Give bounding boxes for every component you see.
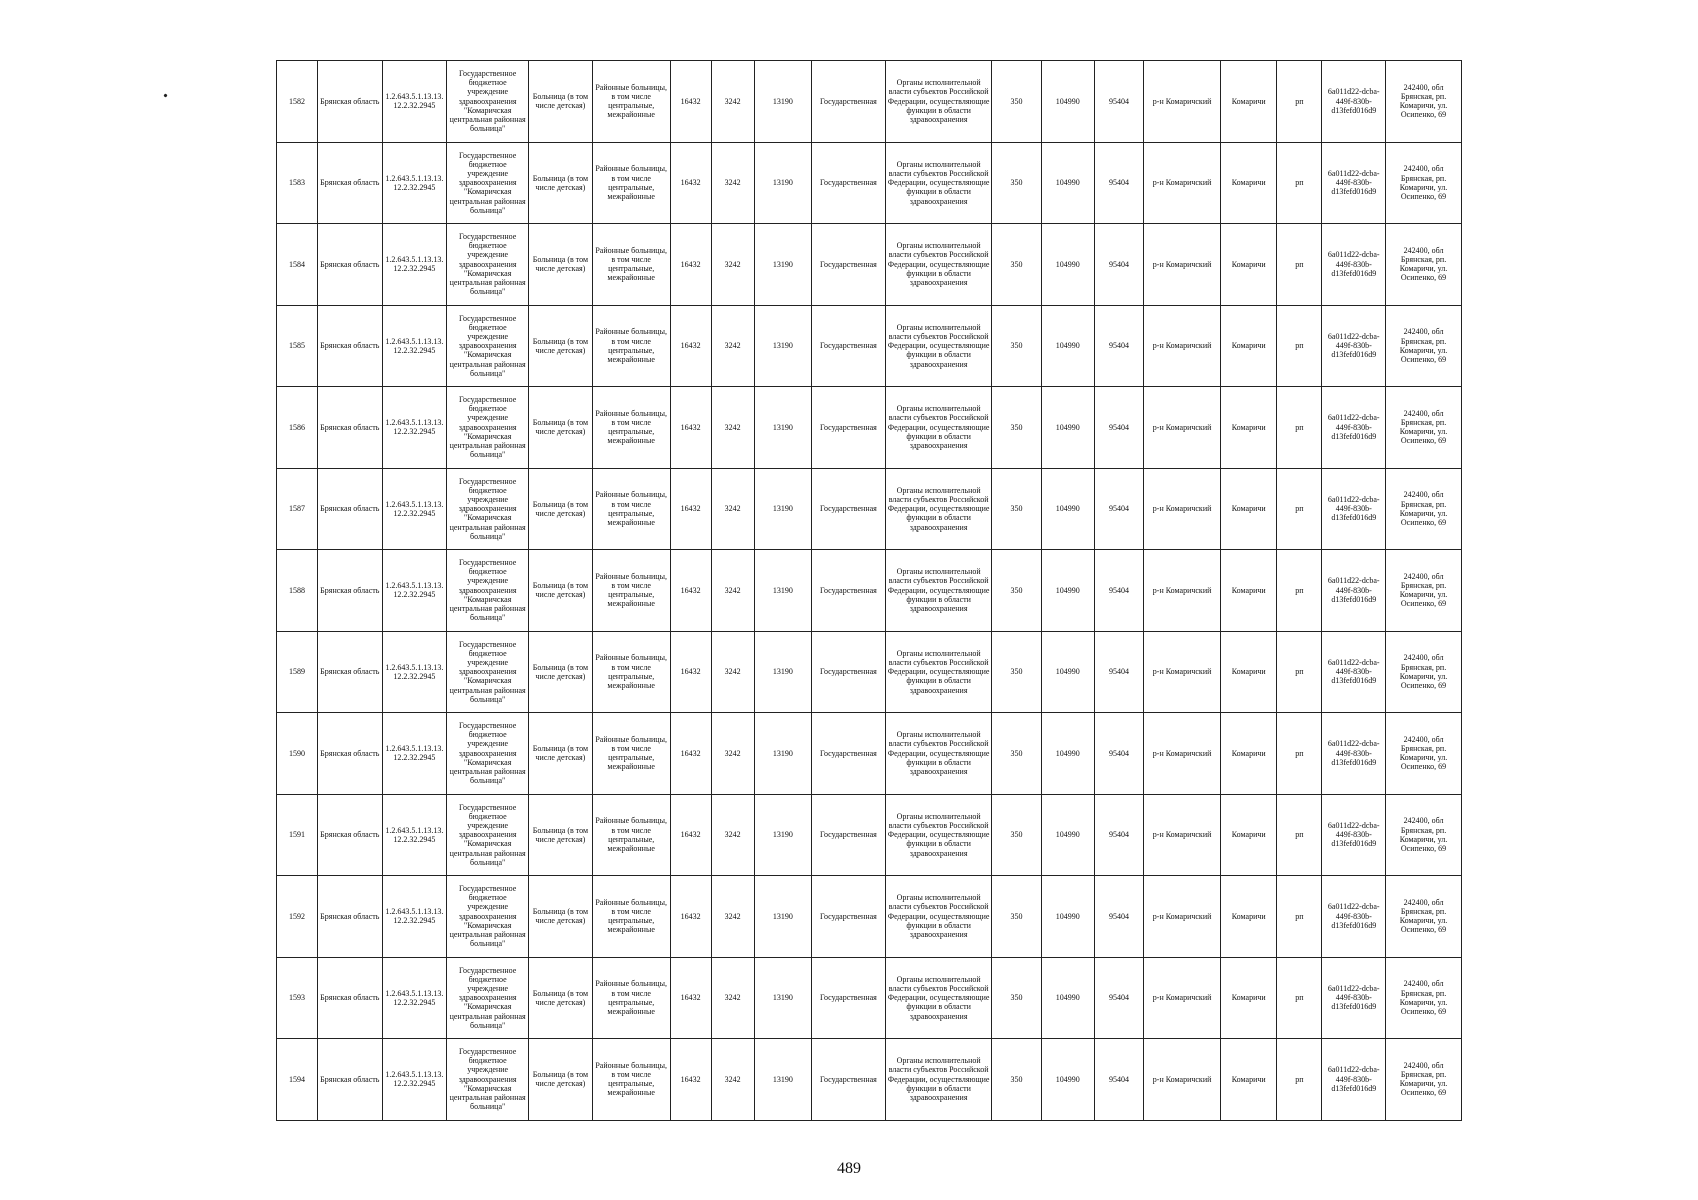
value-3-cell: 13190 [754, 468, 811, 550]
district-cell: р-н Комаричский [1144, 305, 1221, 387]
district-cell: р-н Комаричский [1144, 387, 1221, 469]
row-number-cell: 1590 [277, 713, 318, 795]
region-cell: Брянская область [318, 713, 383, 795]
organization-name-cell: Государственное бюджетное учреждение здравоохранения "Комаричская центральная районная больница" [447, 550, 529, 632]
value-6-cell: 95404 [1094, 142, 1143, 224]
ownership-cell: Государственная [812, 1039, 886, 1121]
locality-cell: Комаричи [1221, 468, 1277, 550]
locality-type-cell: рп [1277, 1039, 1322, 1121]
value-6-cell: 95404 [1094, 794, 1143, 876]
ownership-cell: Государственная [812, 876, 886, 958]
district-cell: р-н Комаричский [1144, 631, 1221, 713]
organization-name-cell: Государственное бюджетное учреждение здравоохранения "Комаричская центральная районная больница" [447, 631, 529, 713]
address-cell: 242400, обл Брянская, рп. Комаричи, ул. Осипенко, 69 [1386, 468, 1462, 550]
value-4-cell: 350 [992, 876, 1041, 958]
organization-name-cell: Государственное бюджетное учреждение здравоохранения "Комаричская центральная районная больница" [447, 61, 529, 143]
locality-cell: Комаричи [1221, 1039, 1277, 1121]
address-cell: 242400, обл Брянская, рп. Комаричи, ул. Осипенко, 69 [1386, 61, 1462, 143]
authority-cell: Органы исполнительной власти субъектов Российской Федерации, осуществляющие функции в области здравоохранения [885, 876, 992, 958]
district-cell: р-н Комаричский [1144, 713, 1221, 795]
value-2-cell: 3242 [711, 794, 754, 876]
value-5-cell: 104990 [1041, 550, 1094, 632]
value-2-cell: 3242 [711, 550, 754, 632]
value-6-cell: 95404 [1094, 957, 1143, 1039]
facility-kind-cell: Районные больницы, в том числе центральные, межрайонные [592, 61, 670, 143]
facility-kind-cell: Районные больницы, в том числе центральные, межрайонные [592, 468, 670, 550]
region-cell: Брянская область [318, 794, 383, 876]
region-cell: Брянская область [318, 387, 383, 469]
value-3-cell: 13190 [754, 387, 811, 469]
table-row [277, 224, 1462, 306]
value-5-cell: 104990 [1041, 794, 1094, 876]
org-code-cell: 1.2.643.5.1.13.13.12.2.32.2945 [382, 387, 447, 469]
value-6-cell: 95404 [1094, 61, 1143, 143]
district-cell: р-н Комаричский [1144, 142, 1221, 224]
table-row [277, 1039, 1462, 1121]
guid-cell: 6a011d22-dcba-449f-830b-d13fefd016d9 [1322, 387, 1386, 469]
value-4-cell: 350 [992, 713, 1041, 795]
table-row [277, 61, 1462, 143]
value-6-cell: 95404 [1094, 876, 1143, 958]
guid-cell: 6a011d22-dcba-449f-830b-d13fefd016d9 [1322, 142, 1386, 224]
guid-cell: 6a011d22-dcba-449f-830b-d13fefd016d9 [1322, 305, 1386, 387]
locality-cell: Комаричи [1221, 142, 1277, 224]
facility-type-cell: Больница (в том числе детская) [529, 142, 593, 224]
authority-cell: Органы исполнительной власти субъектов Российской Федерации, осуществляющие функции в области здравоохранения [885, 387, 992, 469]
district-cell: р-н Комаричский [1144, 224, 1221, 306]
facility-type-cell: Больница (в том числе детская) [529, 468, 593, 550]
value-6-cell: 95404 [1094, 468, 1143, 550]
org-code-cell: 1.2.643.5.1.13.13.12.2.32.2945 [382, 713, 447, 795]
value-1-cell: 16432 [670, 61, 711, 143]
value-3-cell: 13190 [754, 713, 811, 795]
value-6-cell: 95404 [1094, 550, 1143, 632]
region-cell: Брянская область [318, 61, 383, 143]
value-2-cell: 3242 [711, 61, 754, 143]
facility-type-cell: Больница (в том числе детская) [529, 550, 593, 632]
district-cell: р-н Комаричский [1144, 876, 1221, 958]
address-cell: 242400, обл Брянская, рп. Комаричи, ул. Осипенко, 69 [1386, 550, 1462, 632]
facility-type-cell: Больница (в том числе детская) [529, 957, 593, 1039]
facility-type-cell: Больница (в том числе детская) [529, 1039, 593, 1121]
district-cell: р-н Комаричский [1144, 468, 1221, 550]
value-5-cell: 104990 [1041, 876, 1094, 958]
scan-speck [163, 93, 167, 97]
organization-name-cell: Государственное бюджетное учреждение здравоохранения "Комаричская центральная районная больница" [447, 713, 529, 795]
value-3-cell: 13190 [754, 550, 811, 632]
authority-cell: Органы исполнительной власти субъектов Российской Федерации, осуществляющие функции в области здравоохранения [885, 468, 992, 550]
value-3-cell: 13190 [754, 876, 811, 958]
authority-cell: Органы исполнительной власти субъектов Российской Федерации, осуществляющие функции в области здравоохранения [885, 957, 992, 1039]
authority-cell: Органы исполнительной власти субъектов Российской Федерации, осуществляющие функции в области здравоохранения [885, 142, 992, 224]
value-3-cell: 13190 [754, 957, 811, 1039]
region-cell: Брянская область [318, 631, 383, 713]
facility-kind-cell: Районные больницы, в том числе центральные, межрайонные [592, 631, 670, 713]
authority-cell: Органы исполнительной власти субъектов Российской Федерации, осуществляющие функции в области здравоохранения [885, 631, 992, 713]
ownership-cell: Государственная [812, 468, 886, 550]
value-1-cell: 16432 [670, 468, 711, 550]
value-3-cell: 13190 [754, 224, 811, 306]
locality-type-cell: рп [1277, 957, 1322, 1039]
locality-type-cell: рп [1277, 305, 1322, 387]
value-4-cell: 350 [992, 61, 1041, 143]
table-row [277, 468, 1462, 550]
facility-kind-cell: Районные больницы, в том числе центральные, межрайонные [592, 713, 670, 795]
value-2-cell: 3242 [711, 142, 754, 224]
ownership-cell: Государственная [812, 387, 886, 469]
value-5-cell: 104990 [1041, 61, 1094, 143]
guid-cell: 6a011d22-dcba-449f-830b-d13fefd016d9 [1322, 957, 1386, 1039]
value-4-cell: 350 [992, 794, 1041, 876]
address-cell: 242400, обл Брянская, рп. Комаричи, ул. Осипенко, 69 [1386, 794, 1462, 876]
organization-name-cell: Государственное бюджетное учреждение здравоохранения "Комаричская центральная районная больница" [447, 305, 529, 387]
facility-kind-cell: Районные больницы, в том числе центральные, межрайонные [592, 957, 670, 1039]
org-code-cell: 1.2.643.5.1.13.13.12.2.32.2945 [382, 631, 447, 713]
authority-cell: Органы исполнительной власти субъектов Российской Федерации, осуществляющие функции в области здравоохранения [885, 1039, 992, 1121]
facility-type-cell: Больница (в том числе детская) [529, 387, 593, 469]
ownership-cell: Государственная [812, 305, 886, 387]
org-code-cell: 1.2.643.5.1.13.13.12.2.32.2945 [382, 305, 447, 387]
table-row [277, 713, 1462, 795]
value-3-cell: 13190 [754, 1039, 811, 1121]
address-cell: 242400, обл Брянская, рп. Комаричи, ул. Осипенко, 69 [1386, 876, 1462, 958]
guid-cell: 6a011d22-dcba-449f-830b-d13fefd016d9 [1322, 224, 1386, 306]
authority-cell: Органы исполнительной власти субъектов Российской Федерации, осуществляющие функции в области здравоохранения [885, 61, 992, 143]
organization-name-cell: Государственное бюджетное учреждение здравоохранения "Комаричская центральная районная больница" [447, 876, 529, 958]
locality-cell: Комаричи [1221, 550, 1277, 632]
value-4-cell: 350 [992, 631, 1041, 713]
organization-name-cell: Государственное бюджетное учреждение здравоохранения "Комаричская центральная районная больница" [447, 957, 529, 1039]
address-cell: 242400, обл Брянская, рп. Комаричи, ул. Осипенко, 69 [1386, 631, 1462, 713]
district-cell: р-н Комаричский [1144, 794, 1221, 876]
row-number-cell: 1588 [277, 550, 318, 632]
value-6-cell: 95404 [1094, 1039, 1143, 1121]
value-1-cell: 16432 [670, 876, 711, 958]
ownership-cell: Государственная [812, 550, 886, 632]
value-5-cell: 104990 [1041, 957, 1094, 1039]
value-4-cell: 350 [992, 305, 1041, 387]
row-number-cell: 1594 [277, 1039, 318, 1121]
locality-cell: Комаричи [1221, 794, 1277, 876]
organization-name-cell: Государственное бюджетное учреждение здравоохранения "Комаричская центральная районная больница" [447, 468, 529, 550]
value-6-cell: 95404 [1094, 631, 1143, 713]
organization-name-cell: Государственное бюджетное учреждение здравоохранения "Комаричская центральная районная больница" [447, 224, 529, 306]
value-1-cell: 16432 [670, 957, 711, 1039]
value-3-cell: 13190 [754, 61, 811, 143]
locality-cell: Комаричи [1221, 957, 1277, 1039]
guid-cell: 6a011d22-dcba-449f-830b-d13fefd016d9 [1322, 713, 1386, 795]
value-2-cell: 3242 [711, 631, 754, 713]
address-cell: 242400, обл Брянская, рп. Комаричи, ул. Осипенко, 69 [1386, 142, 1462, 224]
value-4-cell: 350 [992, 957, 1041, 1039]
ownership-cell: Государственная [812, 61, 886, 143]
region-cell: Брянская область [318, 1039, 383, 1121]
facility-type-cell: Больница (в том числе детская) [529, 631, 593, 713]
facility-type-cell: Больница (в том числе детская) [529, 224, 593, 306]
district-cell: р-н Комаричский [1144, 1039, 1221, 1121]
value-5-cell: 104990 [1041, 1039, 1094, 1121]
value-4-cell: 350 [992, 224, 1041, 306]
value-5-cell: 104990 [1041, 142, 1094, 224]
table-row [277, 550, 1462, 632]
org-code-cell: 1.2.643.5.1.13.13.12.2.32.2945 [382, 794, 447, 876]
facility-kind-cell: Районные больницы, в том числе центральные, межрайонные [592, 142, 670, 224]
value-3-cell: 13190 [754, 305, 811, 387]
table-row [277, 631, 1462, 713]
table-row [277, 794, 1462, 876]
value-5-cell: 104990 [1041, 468, 1094, 550]
address-cell: 242400, обл Брянская, рп. Комаричи, ул. Осипенко, 69 [1386, 957, 1462, 1039]
value-2-cell: 3242 [711, 468, 754, 550]
locality-cell: Комаричи [1221, 631, 1277, 713]
locality-type-cell: рп [1277, 550, 1322, 632]
table-row [277, 305, 1462, 387]
table-row [277, 142, 1462, 224]
value-1-cell: 16432 [670, 387, 711, 469]
value-3-cell: 13190 [754, 142, 811, 224]
guid-cell: 6a011d22-dcba-449f-830b-d13fefd016d9 [1322, 468, 1386, 550]
value-5-cell: 104990 [1041, 387, 1094, 469]
facility-kind-cell: Районные больницы, в том числе центральные, межрайонные [592, 387, 670, 469]
authority-cell: Органы исполнительной власти субъектов Российской Федерации, осуществляющие функции в области здравоохранения [885, 794, 992, 876]
value-1-cell: 16432 [670, 713, 711, 795]
value-1-cell: 16432 [670, 1039, 711, 1121]
row-number-cell: 1587 [277, 468, 318, 550]
locality-cell: Комаричи [1221, 305, 1277, 387]
table-row [277, 387, 1462, 469]
value-5-cell: 104990 [1041, 631, 1094, 713]
facility-kind-cell: Районные больницы, в том числе центральные, межрайонные [592, 305, 670, 387]
value-6-cell: 95404 [1094, 387, 1143, 469]
locality-cell: Комаричи [1221, 713, 1277, 795]
locality-type-cell: рп [1277, 876, 1322, 958]
value-1-cell: 16432 [670, 631, 711, 713]
value-1-cell: 16432 [670, 794, 711, 876]
value-3-cell: 13190 [754, 631, 811, 713]
value-2-cell: 3242 [711, 387, 754, 469]
row-number-cell: 1589 [277, 631, 318, 713]
row-number-cell: 1593 [277, 957, 318, 1039]
page-number: 489 [837, 1160, 861, 1177]
region-cell: Брянская область [318, 957, 383, 1039]
row-number-cell: 1585 [277, 305, 318, 387]
value-6-cell: 95404 [1094, 305, 1143, 387]
locality-type-cell: рп [1277, 61, 1322, 143]
guid-cell: 6a011d22-dcba-449f-830b-d13fefd016d9 [1322, 61, 1386, 143]
locality-type-cell: рп [1277, 713, 1322, 795]
address-cell: 242400, обл Брянская, рп. Комаричи, ул. Осипенко, 69 [1386, 224, 1462, 306]
value-1-cell: 16432 [670, 142, 711, 224]
table-row [277, 957, 1462, 1039]
row-number-cell: 1583 [277, 142, 318, 224]
facility-kind-cell: Районные больницы, в том числе центральные, межрайонные [592, 550, 670, 632]
facility-kind-cell: Районные больницы, в том числе центральные, межрайонные [592, 224, 670, 306]
ownership-cell: Государственная [812, 794, 886, 876]
value-5-cell: 104990 [1041, 713, 1094, 795]
value-2-cell: 3242 [711, 1039, 754, 1121]
ownership-cell: Государственная [812, 631, 886, 713]
table-row [277, 876, 1462, 958]
facility-type-cell: Больница (в том числе детская) [529, 876, 593, 958]
locality-cell: Комаричи [1221, 387, 1277, 469]
value-4-cell: 350 [992, 387, 1041, 469]
address-cell: 242400, обл Брянская, рп. Комаричи, ул. Осипенко, 69 [1386, 387, 1462, 469]
locality-type-cell: рп [1277, 387, 1322, 469]
locality-type-cell: рп [1277, 468, 1322, 550]
authority-cell: Органы исполнительной власти субъектов Российской Федерации, осуществляющие функции в области здравоохранения [885, 305, 992, 387]
guid-cell: 6a011d22-dcba-449f-830b-d13fefd016d9 [1322, 1039, 1386, 1121]
value-5-cell: 104990 [1041, 305, 1094, 387]
locality-type-cell: рп [1277, 794, 1322, 876]
value-6-cell: 95404 [1094, 713, 1143, 795]
value-4-cell: 350 [992, 142, 1041, 224]
region-cell: Брянская область [318, 550, 383, 632]
facility-kind-cell: Районные больницы, в том числе центральные, межрайонные [592, 794, 670, 876]
value-1-cell: 16432 [670, 550, 711, 632]
region-cell: Брянская область [318, 142, 383, 224]
value-1-cell: 16432 [670, 305, 711, 387]
authority-cell: Органы исполнительной власти субъектов Российской Федерации, осуществляющие функции в области здравоохранения [885, 550, 992, 632]
org-code-cell: 1.2.643.5.1.13.13.12.2.32.2945 [382, 876, 447, 958]
address-cell: 242400, обл Брянская, рп. Комаричи, ул. Осипенко, 69 [1386, 1039, 1462, 1121]
registry-table [276, 60, 1462, 1121]
district-cell: р-н Комаричский [1144, 61, 1221, 143]
locality-cell: Комаричи [1221, 61, 1277, 143]
org-code-cell: 1.2.643.5.1.13.13.12.2.32.2945 [382, 957, 447, 1039]
row-number-cell: 1591 [277, 794, 318, 876]
facility-kind-cell: Районные больницы, в том числе центральные, межрайонные [592, 1039, 670, 1121]
district-cell: р-н Комаричский [1144, 550, 1221, 632]
guid-cell: 6a011d22-dcba-449f-830b-d13fefd016d9 [1322, 550, 1386, 632]
district-cell: р-н Комаричский [1144, 957, 1221, 1039]
organization-name-cell: Государственное бюджетное учреждение здравоохранения "Комаричская центральная районная больница" [447, 1039, 529, 1121]
facility-type-cell: Больница (в том числе детская) [529, 713, 593, 795]
org-code-cell: 1.2.643.5.1.13.13.12.2.32.2945 [382, 61, 447, 143]
region-cell: Брянская область [318, 468, 383, 550]
row-number-cell: 1586 [277, 387, 318, 469]
value-5-cell: 104990 [1041, 224, 1094, 306]
locality-type-cell: рп [1277, 631, 1322, 713]
value-4-cell: 350 [992, 550, 1041, 632]
value-2-cell: 3242 [711, 957, 754, 1039]
ownership-cell: Государственная [812, 142, 886, 224]
ownership-cell: Государственная [812, 957, 886, 1039]
table-body [277, 61, 1462, 1121]
address-cell: 242400, обл Брянская, рп. Комаричи, ул. Осипенко, 69 [1386, 305, 1462, 387]
org-code-cell: 1.2.643.5.1.13.13.12.2.32.2945 [382, 1039, 447, 1121]
org-code-cell: 1.2.643.5.1.13.13.12.2.32.2945 [382, 550, 447, 632]
address-cell: 242400, обл Брянская, рп. Комаричи, ул. Осипенко, 69 [1386, 713, 1462, 795]
row-number-cell: 1582 [277, 61, 318, 143]
locality-cell: Комаричи [1221, 876, 1277, 958]
authority-cell: Органы исполнительной власти субъектов Российской Федерации, осуществляющие функции в области здравоохранения [885, 224, 992, 306]
authority-cell: Органы исполнительной власти субъектов Российской Федерации, осуществляющие функции в области здравоохранения [885, 713, 992, 795]
value-2-cell: 3242 [711, 224, 754, 306]
value-1-cell: 16432 [670, 224, 711, 306]
region-cell: Брянская область [318, 224, 383, 306]
region-cell: Брянская область [318, 876, 383, 958]
value-4-cell: 350 [992, 468, 1041, 550]
value-2-cell: 3242 [711, 876, 754, 958]
guid-cell: 6a011d22-dcba-449f-830b-d13fefd016d9 [1322, 631, 1386, 713]
value-6-cell: 95404 [1094, 224, 1143, 306]
locality-type-cell: рп [1277, 142, 1322, 224]
organization-name-cell: Государственное бюджетное учреждение здравоохранения "Комаричская центральная районная больница" [447, 142, 529, 224]
row-number-cell: 1584 [277, 224, 318, 306]
value-2-cell: 3242 [711, 305, 754, 387]
facility-type-cell: Больница (в том числе детская) [529, 305, 593, 387]
value-4-cell: 350 [992, 1039, 1041, 1121]
row-number-cell: 1592 [277, 876, 318, 958]
guid-cell: 6a011d22-dcba-449f-830b-d13fefd016d9 [1322, 876, 1386, 958]
value-3-cell: 13190 [754, 794, 811, 876]
region-cell: Брянская область [318, 305, 383, 387]
ownership-cell: Государственная [812, 224, 886, 306]
facility-type-cell: Больница (в том числе детская) [529, 794, 593, 876]
facility-kind-cell: Районные больницы, в том числе центральные, межрайонные [592, 876, 670, 958]
value-2-cell: 3242 [711, 713, 754, 795]
organization-name-cell: Государственное бюджетное учреждение здравоохранения "Комаричская центральная районная больница" [447, 794, 529, 876]
locality-cell: Комаричи [1221, 224, 1277, 306]
organization-name-cell: Государственное бюджетное учреждение здравоохранения "Комаричская центральная районная больница" [447, 387, 529, 469]
guid-cell: 6a011d22-dcba-449f-830b-d13fefd016d9 [1322, 794, 1386, 876]
locality-type-cell: рп [1277, 224, 1322, 306]
org-code-cell: 1.2.643.5.1.13.13.12.2.32.2945 [382, 142, 447, 224]
org-code-cell: 1.2.643.5.1.13.13.12.2.32.2945 [382, 224, 447, 306]
org-code-cell: 1.2.643.5.1.13.13.12.2.32.2945 [382, 468, 447, 550]
ownership-cell: Государственная [812, 713, 886, 795]
facility-type-cell: Больница (в том числе детская) [529, 61, 593, 143]
